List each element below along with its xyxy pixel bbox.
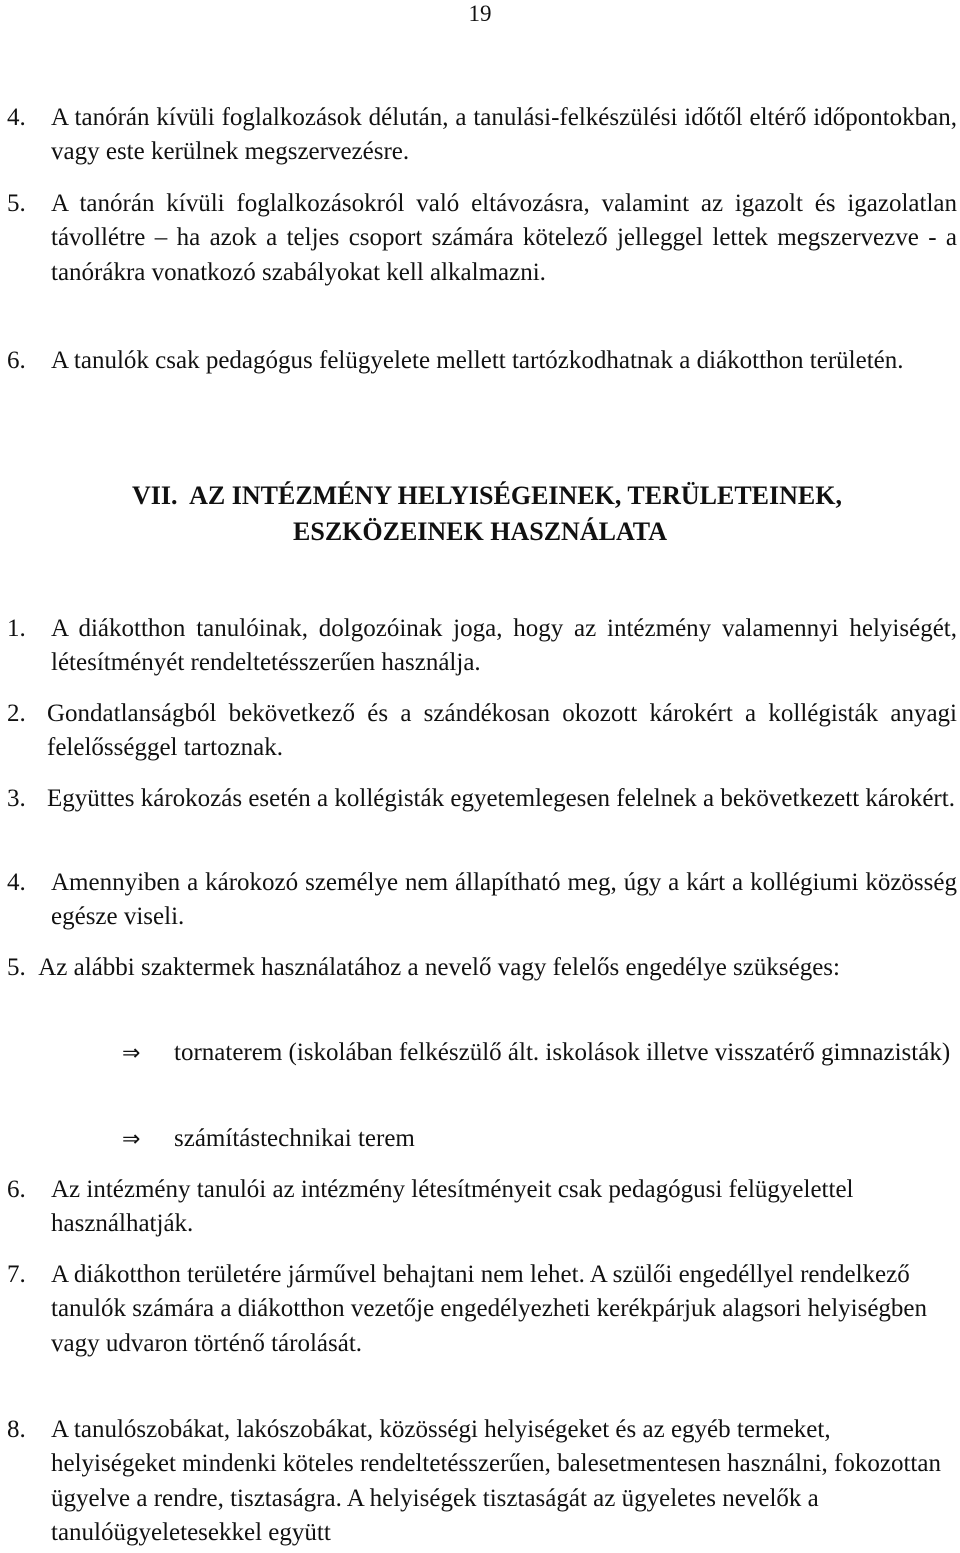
list-item-top-5 [7, 187, 957, 290]
item-number: 4. [7, 869, 26, 896]
list-item-bottom-8 [7, 1413, 957, 1551]
item-number: 2. [7, 700, 26, 727]
section-heading [0, 478, 960, 550]
item-text: A diákotthon tanulóinak, dolgozóinak joga, hogy az intézmény valamennyi helyiségét, létesítményét rendeltetésszerűen használja. [51, 615, 957, 677]
item-number: 6. [7, 347, 26, 374]
list-item-section-5 [7, 951, 887, 985]
item-number: 7. [7, 1261, 26, 1288]
item-number: 1. [7, 615, 26, 642]
section-title-line1: AZ INTÉZMÉNY HELYISÉGEINEK, TERÜLETEINEK, [189, 481, 842, 510]
item-text: 5. Az alábbi szaktermek használatához a nevelő vagy felelős engedélye szükséges: [7, 954, 840, 981]
item-text: Amennyiben a károkozó személye nem állapítható meg, úgy a kárt a kollégiumi közösség egésze viseli. [51, 869, 957, 931]
item-number: 3. [7, 785, 26, 812]
item-number: 5. [7, 954, 26, 981]
list-item-section-2 [7, 697, 957, 766]
item-number: 8. [7, 1416, 26, 1443]
list-item-section-3 [7, 782, 957, 816]
section-roman: VII. [132, 481, 178, 510]
arrow-icon: ⇒ [122, 1041, 141, 1066]
item-text: Gondatlanságból bekövetkező és a szándékosan okozott károkért a kollégisták anyagi felelősséggel tartoznak. [47, 700, 957, 762]
item-text: Az intézmény tanulói az intézmény létesítményeit csak pedagógusi felügyelettel használhatják. [51, 1176, 854, 1238]
item-number: 4. [7, 104, 26, 131]
list-item-bottom-6 [7, 1173, 867, 1242]
item-text: A tanórán kívüli foglalkozások délután, a tanulási-felkészülési időtől eltérő időpontokban, vagy este kerülnek megszervezésre. [51, 104, 957, 166]
list-item-section-4 [7, 866, 957, 935]
item-number: 6. [7, 1176, 26, 1203]
item-number: 5. [7, 190, 26, 217]
item-text: A diákotthon területére járművel behajtani nem lehet. A szülői engedéllyel rendelkező tanulók számára a diákotthon vezetője engedélyezheti kerékpárjuk alagsori helyiségben vagy udvaron történő tárolását. [51, 1261, 928, 1357]
page-number: 19 [468, 1, 492, 26]
arrow-icon: ⇒ [122, 1127, 141, 1152]
item-text: A tanulószobákat, lakószobákat, közösségi helyiségeket és az egyéb termeket, helyiségeket mindenki köteles rendeltetésszerűen, balesetmentesen használni, fokozottan ügyelve a rendre, tisztaságra. A helyiségek tisztaságát az ügyeletes nevelők a tanulóügyeletesekkel együtt [51, 1416, 941, 1547]
item-text: A tanórán kívüli foglalkozásokról való eltávozásra, valamint az igazolt és igazolatlan távollétre – ha azok a teljes csoport számára kötelező jelleggel lettek megszervezve - a tanórákra vonatkozó szabályokat kell alkalmazni. [51, 190, 957, 286]
section-title-line2: ESZKÖZEINEK HASZNÁLATA [293, 517, 667, 546]
bullet-item-1 [40, 1036, 957, 1071]
bullet-text: számítástechnikai terem [174, 1125, 415, 1152]
item-text: A tanulók csak pedagógus felügyelete mellett tartózkodhatnak a diákotthon területén. [51, 347, 904, 374]
list-item-top-6 [7, 344, 957, 378]
list-item-section-1 [7, 612, 957, 681]
list-item-top-4 [7, 101, 957, 170]
list-item-bottom-7 [7, 1258, 937, 1361]
bullet-text: tornaterem (iskolában felkészülő ált. iskolások illetve visszatérő gimnazisták) [174, 1039, 951, 1066]
item-text: Együttes károkozás esetén a kollégisták egyetemlegesen felelnek a bekövetkezett károkért. [47, 785, 955, 812]
bullet-item-2 [122, 1122, 957, 1157]
